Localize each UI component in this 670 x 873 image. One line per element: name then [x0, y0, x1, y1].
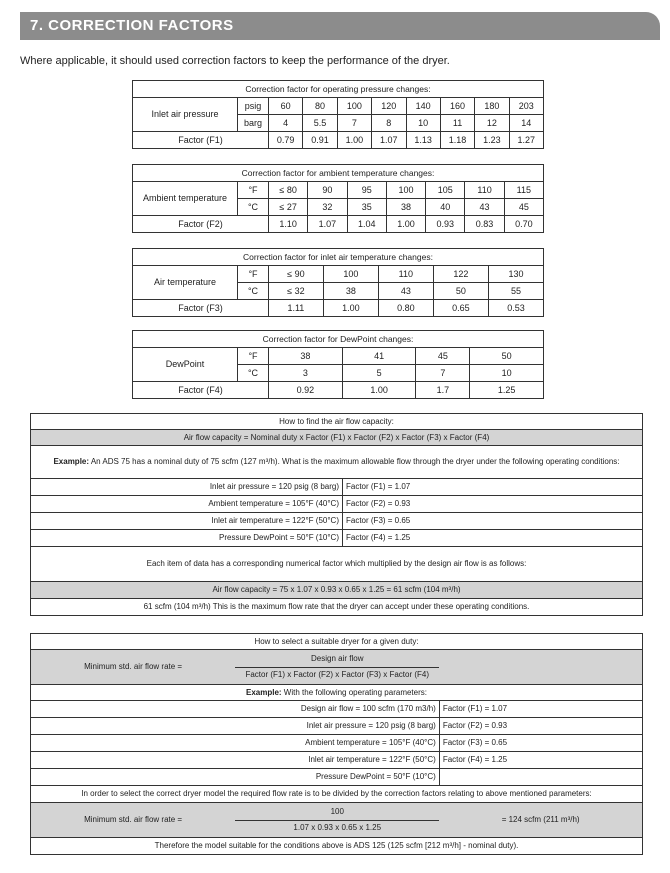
condition-cell: Pressure DewPoint = 50°F (10°C): [31, 530, 343, 547]
calc-numerator: 100: [235, 808, 439, 821]
row-label: DewPoint: [133, 348, 238, 382]
cell: 120: [372, 98, 406, 115]
cell: 1.23: [475, 132, 509, 149]
cell: 1.11: [269, 300, 324, 317]
cell: 1.00: [337, 132, 371, 149]
factor-cell: Factor (F1) = 1.07: [343, 479, 643, 496]
cell: 100: [337, 98, 371, 115]
table-caption: Correction factor for operating pressure changes:: [133, 81, 544, 98]
unit-label: °C: [238, 283, 269, 300]
cell: 110: [378, 266, 433, 283]
note-text: In order to select the correct dryer model the required flow rate is to be divided by the correction factors relating to above mentioned parameters:: [31, 786, 643, 803]
cell: 10: [406, 115, 440, 132]
row-label: Ambient temperature: [133, 182, 238, 216]
capacity-formula: Air flow capacity = Nominal duty x Factor (F1) x Factor (F2) x Factor (F3) x Factor (F4): [31, 430, 643, 446]
cell: 4: [269, 115, 303, 132]
cell: 1.07: [308, 216, 347, 233]
cell: 11: [440, 115, 474, 132]
cell: 60: [269, 98, 303, 115]
cell: ≤ 80: [269, 182, 308, 199]
cell: 203: [509, 98, 543, 115]
factor-cell: Factor (F4) = 1.25: [439, 752, 642, 769]
cell: 45: [504, 199, 543, 216]
cell: ≤ 90: [269, 266, 324, 283]
cell: 122: [433, 266, 488, 283]
capacity-result: 61 scfm (104 m³/h) This is the maximum flow rate that the dryer can accept under these operating conditions.: [31, 599, 643, 616]
unit-label: °F: [238, 182, 269, 199]
cell: 0.70: [504, 216, 543, 233]
factor-label: Factor (F1): [133, 132, 269, 149]
formula-denominator: Factor (F1) x Factor (F2) x Factor (F3) x Factor (F4): [245, 670, 430, 679]
cell: ≤ 32: [269, 283, 324, 300]
cell: 0.92: [269, 382, 343, 399]
cell: 7: [416, 365, 470, 382]
box-title: How to find the air flow capacity:: [31, 414, 643, 430]
condition-cell: Inlet air temperature = 122°F (50°C): [31, 513, 343, 530]
note-text: Each item of data has a corresponding numerical factor which multiplied by the design air flow is as follows:: [31, 547, 643, 582]
cell: 32: [308, 199, 347, 216]
cell: 1.07: [372, 132, 406, 149]
condition-cell: Inlet air pressure = 120 psig (8 barg): [31, 479, 343, 496]
cell: ≤ 27: [269, 199, 308, 216]
cell: 38: [386, 199, 425, 216]
calc-denominator: 1.07 x 0.93 x 0.65 x 1.25: [293, 823, 382, 832]
cell: 0.93: [426, 216, 465, 233]
cell: 55: [488, 283, 543, 300]
cell: 38: [269, 348, 343, 365]
cell: 115: [504, 182, 543, 199]
cell: 1.10: [269, 216, 308, 233]
unit-label: psig: [238, 98, 269, 115]
factor-label: Factor (F4): [133, 382, 269, 399]
factor-cell: Factor (F3) = 0.65: [343, 513, 643, 530]
cell: 80: [303, 98, 337, 115]
condition-cell: Design air flow = 100 scfm (170 m3/h): [31, 701, 440, 718]
cell: 14: [509, 115, 543, 132]
cell: 12: [475, 115, 509, 132]
cell: 110: [465, 182, 504, 199]
cell: 95: [347, 182, 386, 199]
cell: 0.79: [269, 132, 303, 149]
row-label: Inlet air pressure: [133, 98, 238, 132]
cell: 1.04: [347, 216, 386, 233]
capacity-calc: Air flow capacity = 75 x 1.07 x 0.93 x 0.65 x 1.25 = 61 scfm (104 m³/h): [31, 582, 643, 599]
cell: 40: [426, 199, 465, 216]
factor-cell: Factor (F3) = 0.65: [439, 735, 642, 752]
example-row: [31, 685, 643, 701]
cell: 5.5: [303, 115, 337, 132]
example-text: With the following operating parameters:: [281, 687, 427, 697]
cell: 0.80: [378, 300, 433, 317]
unit-label: barg: [238, 115, 269, 132]
min-flow-label: Minimum std. air flow rate =: [31, 650, 236, 685]
dryer-selection-box: [30, 633, 643, 855]
cell: 35: [347, 199, 386, 216]
section-title: 7. CORRECTION FACTORS: [30, 17, 234, 34]
cell: 105: [426, 182, 465, 199]
cell: 5: [342, 365, 416, 382]
cell: 3: [269, 365, 343, 382]
cell: 41: [342, 348, 416, 365]
cell: 1.18: [440, 132, 474, 149]
table-caption: Correction factor for inlet air temperature changes:: [133, 249, 544, 266]
calc-label: Minimum std. air flow rate =: [31, 803, 236, 838]
cell: 0.91: [303, 132, 337, 149]
air-flow-capacity-box: [30, 413, 643, 616]
cell: 140: [406, 98, 440, 115]
cell: 1.00: [323, 300, 378, 317]
unit-label: °C: [238, 365, 269, 382]
cell: 43: [378, 283, 433, 300]
condition-cell: Ambient temperature = 105°F (40°C): [31, 496, 343, 513]
conclusion-text: Therefore the model suitable for the conditions above is ADS 125 (125 scfm [212 m³/h] - nominal duty).: [31, 838, 643, 855]
cell: 1.00: [386, 216, 425, 233]
cell: 130: [488, 266, 543, 283]
cell: 100: [386, 182, 425, 199]
unit-label: °C: [238, 199, 269, 216]
table-caption: Correction factor for DewPoint changes:: [133, 331, 544, 348]
cell: 45: [416, 348, 470, 365]
factor-cell: [439, 769, 642, 786]
cell: 0.83: [465, 216, 504, 233]
intro-text: Where applicable, it should used correction factors to keep the performance of the dryer.: [20, 55, 450, 67]
table-caption: Correction factor for ambient temperature changes:: [133, 165, 544, 182]
inlet-temp-factor-table: [132, 248, 544, 317]
unit-label: °F: [238, 348, 269, 365]
factor-cell: Factor (F2) = 0.93: [343, 496, 643, 513]
row-label: Air temperature: [133, 266, 238, 300]
cell: 180: [475, 98, 509, 115]
factor-label: Factor (F3): [133, 300, 269, 317]
cell: 38: [323, 283, 378, 300]
factor-label: Factor (F2): [133, 216, 269, 233]
cell: 7: [337, 115, 371, 132]
cell: 1.13: [406, 132, 440, 149]
cell: 1.00: [342, 382, 416, 399]
condition-cell: Ambient temperature = 105°F (40°C): [31, 735, 440, 752]
unit-label: °F: [238, 266, 269, 283]
box-title: How to select a suitable dryer for a given duty:: [31, 634, 643, 650]
cell: 43: [465, 199, 504, 216]
condition-cell: Inlet air pressure = 120 psig (8 barg): [31, 718, 440, 735]
condition-cell: Pressure DewPoint = 50°F (10°C): [31, 769, 440, 786]
cell: 1.27: [509, 132, 543, 149]
cell: 1.25: [470, 382, 544, 399]
ambient-temp-factor-table: [132, 164, 544, 233]
calc-result: = 124 scfm (211 m³/h): [439, 803, 642, 838]
factor-cell: Factor (F2) = 0.93: [439, 718, 642, 735]
example-row: [31, 446, 643, 479]
cell: 160: [440, 98, 474, 115]
cell: 50: [433, 283, 488, 300]
formula-numerator: Design air flow: [235, 655, 439, 668]
dewpoint-factor-table: [132, 330, 544, 399]
section-header: [20, 12, 660, 40]
factor-cell: Factor (F1) = 1.07: [439, 701, 642, 718]
cell: 1.7: [416, 382, 470, 399]
cell: 8: [372, 115, 406, 132]
condition-cell: Inlet air temperature = 122°F (50°C): [31, 752, 440, 769]
cell: 0.65: [433, 300, 488, 317]
factor-cell: Factor (F4) = 1.25: [343, 530, 643, 547]
cell: 10: [470, 365, 544, 382]
cell: 90: [308, 182, 347, 199]
example-label: Example:: [246, 687, 282, 697]
example-text: An ADS 75 has a nominal duty of 75 scfm (127 m³/h). What is the maximum allowable flow through the dryer under the following operating conditions:: [89, 457, 620, 466]
example-label: Example:: [53, 457, 90, 466]
cell: 50: [470, 348, 544, 365]
pressure-factor-table: [132, 80, 544, 149]
cell: 100: [323, 266, 378, 283]
cell: 0.53: [488, 300, 543, 317]
